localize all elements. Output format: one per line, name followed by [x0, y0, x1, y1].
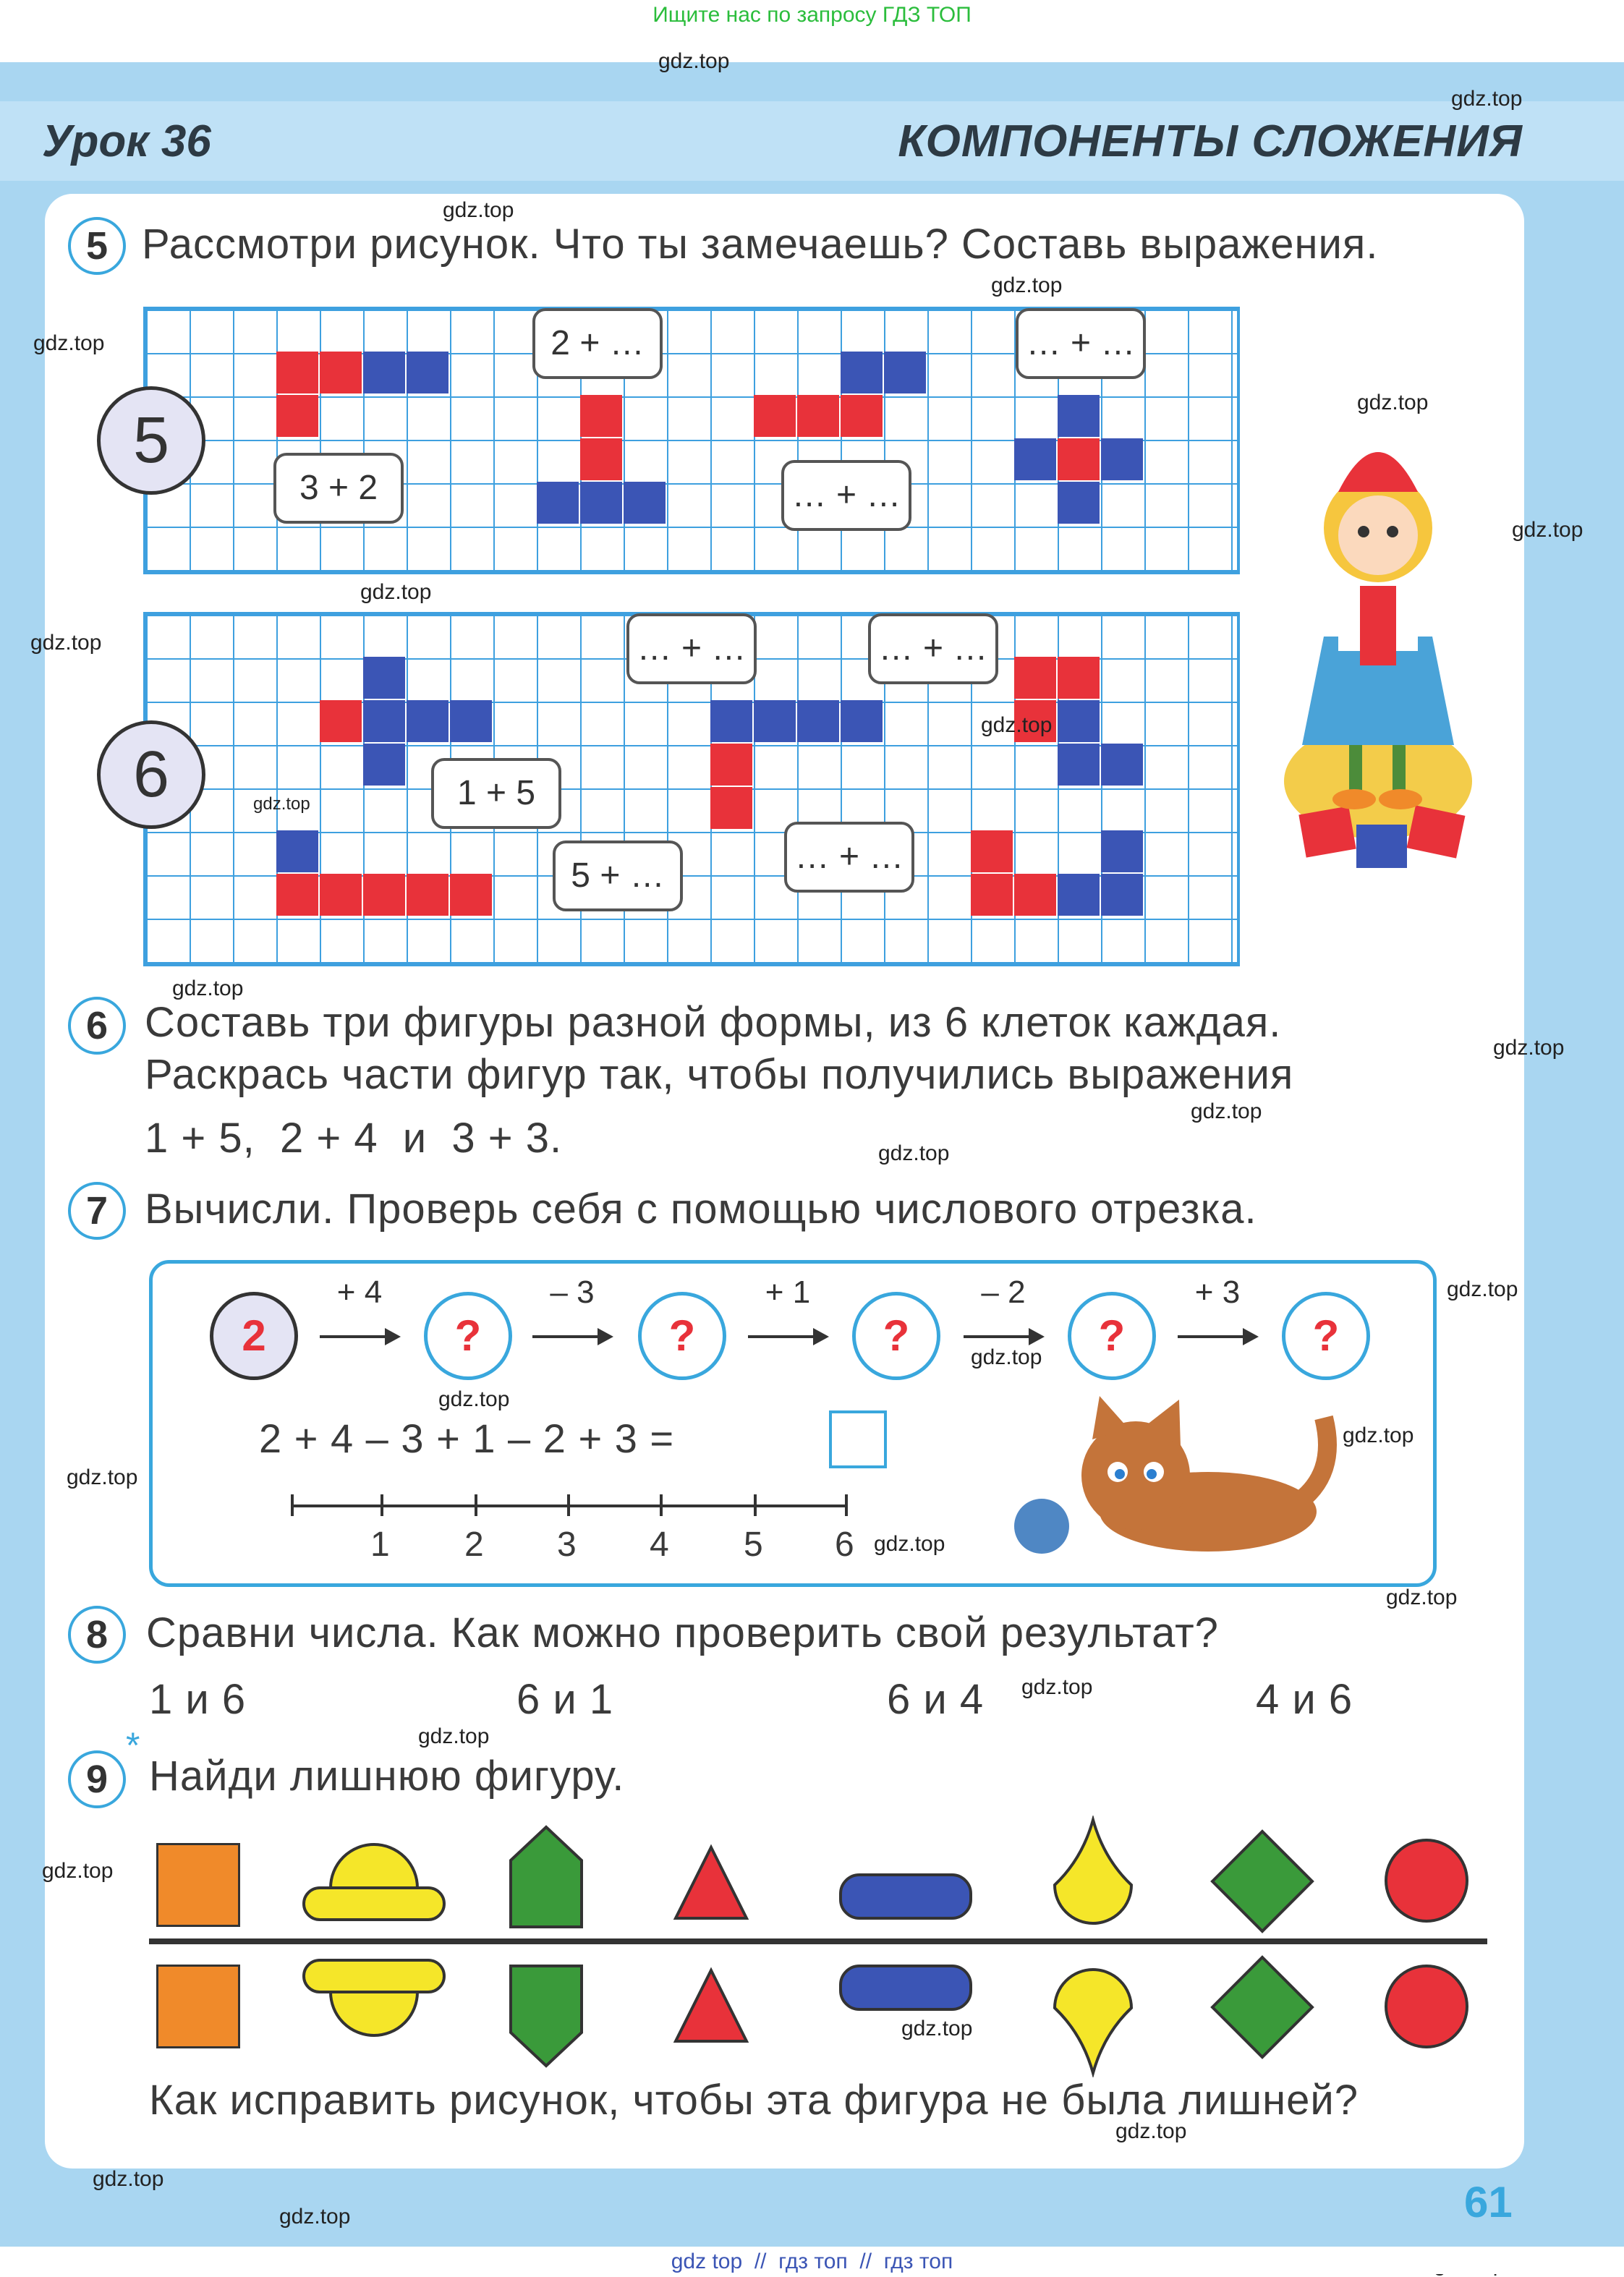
watermark: gdz.top: [33, 331, 105, 355]
red-triangle: [671, 1843, 751, 1923]
answer-circle[interactable]: ?: [424, 1292, 512, 1380]
compare-pair: 4 и 6: [1256, 1676, 1353, 1723]
start-number-circle: 2: [210, 1292, 298, 1380]
watermark: gdz.top: [901, 2017, 973, 2040]
watermark: gdz.top: [981, 713, 1053, 737]
red-cell: [320, 352, 362, 393]
girl-illustration: [1273, 420, 1483, 868]
answer-circle[interactable]: ?: [852, 1292, 940, 1380]
number-line-tick: [660, 1494, 663, 1516]
blue-cell: [1058, 482, 1100, 524]
step-label: – 3: [550, 1274, 595, 1310]
compare-pair: 6 и 1: [516, 1676, 614, 1723]
compare-pair: 6 и 4: [887, 1676, 985, 1723]
footer-links[interactable]: gdz top // гдз топ // гдз топ: [671, 2250, 953, 2273]
watermark: gdz.top: [172, 976, 244, 1000]
watermark: gdz.top: [438, 1387, 510, 1411]
task-6-line-3: 1 + 5, 2 + 4 и 3 + 3.: [145, 1115, 563, 1162]
blue-cell: [580, 482, 622, 524]
expression-bubble: 2 + …: [532, 308, 663, 379]
arrow-right-icon: [748, 1335, 826, 1338]
watermark: gdz.top: [1343, 1423, 1414, 1447]
red-triangle: [671, 1966, 751, 2046]
watermark: gdz.top: [67, 1465, 138, 1489]
blue-cell: [1101, 830, 1143, 872]
watermark: gdz.top: [1357, 391, 1429, 414]
star-marker: *: [126, 1725, 141, 1766]
task-6-number: 6: [68, 997, 126, 1055]
blue-cell: [1101, 874, 1143, 916]
number-line-tick: [475, 1494, 477, 1516]
task-9-question: Как исправить рисунок, чтобы эта фигура не была лишней?: [149, 2077, 1359, 2124]
number-line-label: 2: [464, 1525, 485, 1564]
red-cell: [276, 352, 318, 393]
red-cell: [407, 874, 448, 916]
watermark: gdz.top: [1386, 1586, 1458, 1609]
blue-capsule: [839, 1965, 972, 2011]
number-line-tick: [567, 1494, 570, 1516]
lesson-title: Урок 36: [42, 116, 211, 166]
arrow-right-icon: [964, 1335, 1042, 1338]
kitten-illustration: [991, 1389, 1353, 1562]
red-cell: [580, 438, 622, 480]
watermark: gdz.top: [93, 2167, 164, 2191]
step-label: + 3: [1194, 1274, 1241, 1310]
blue-cell: [537, 482, 579, 524]
blue-cell: [363, 352, 405, 393]
red-cell: [841, 395, 883, 437]
number-line-tick: [754, 1494, 757, 1516]
red-cell: [1058, 657, 1100, 699]
yellow-dome-shape: [298, 1830, 450, 1946]
number-line-label: 1: [370, 1525, 391, 1564]
red-cell: [971, 830, 1013, 872]
row-6-label: 6: [97, 720, 205, 829]
answer-circle[interactable]: ?: [638, 1292, 726, 1380]
expression-bubble: 3 + 2: [273, 453, 404, 524]
answer-circle[interactable]: ?: [1282, 1292, 1370, 1380]
row-5-label: 5: [97, 386, 205, 495]
step-label: + 4: [336, 1274, 383, 1310]
blue-cell: [884, 352, 926, 393]
step-label: + 1: [765, 1274, 811, 1310]
red-cell: [363, 874, 405, 916]
expression-bubble: … + …: [626, 613, 757, 684]
green-diamond: [1208, 1827, 1317, 1936]
watermark: gdz.top: [874, 1532, 945, 1556]
expression-bubble: … + …: [1016, 308, 1146, 379]
blue-cell: [624, 482, 666, 524]
task-5-number: 5: [68, 217, 126, 275]
blue-capsule: [839, 1873, 972, 1920]
task-9-number: 9: [68, 1750, 126, 1808]
watermark: gdz.top: [878, 1141, 950, 1165]
red-cell: [710, 744, 752, 786]
task-6-line-2: Раскрась части фигур так, чтобы получились выражения: [145, 1051, 1294, 1098]
task-8-number: 8: [68, 1606, 126, 1664]
divider-line: [149, 1938, 1487, 1944]
blue-cell: [754, 700, 796, 742]
blue-cell: [407, 352, 448, 393]
green-diamond: [1208, 1953, 1317, 2061]
watermark: gdz.top: [1021, 1675, 1093, 1699]
answer-circle[interactable]: ?: [1068, 1292, 1156, 1380]
yarn-ball-icon: [1014, 1499, 1069, 1554]
number-line-label: 5: [744, 1525, 764, 1564]
expression: 2 + 4 – 3 + 1 – 2 + 3 =: [259, 1416, 675, 1461]
arrow-right-icon: [1178, 1335, 1256, 1338]
blue-cell: [1058, 395, 1100, 437]
number-line-label: 6: [835, 1525, 855, 1564]
blue-cell: [710, 700, 752, 742]
yellow-drop-up: [1046, 1816, 1140, 1931]
watermark: gdz.top: [1447, 1277, 1518, 1301]
green-pentagon-down: [506, 1962, 586, 2070]
watermark: gdz.top: [1512, 518, 1583, 542]
expression-bubble: … + …: [781, 460, 911, 531]
blue-cell: [363, 700, 405, 742]
red-cell: [754, 395, 796, 437]
number-line-tick: [845, 1494, 848, 1516]
red-cell: [320, 700, 362, 742]
task-7-number: 7: [68, 1182, 126, 1240]
watermark: gdz.top: [1115, 2119, 1187, 2143]
red-cell: [710, 787, 752, 829]
number-line-label: 4: [650, 1525, 670, 1564]
arrow-right-icon: [532, 1335, 611, 1338]
red-cell: [1014, 657, 1056, 699]
blue-cell: [1058, 700, 1100, 742]
blue-cell: [363, 657, 405, 699]
red-cell: [580, 395, 622, 437]
expression-bubble: … + …: [868, 613, 998, 684]
page-number: 61: [1464, 2178, 1513, 2226]
blue-cell: [1014, 438, 1056, 480]
watermark: gdz.top: [30, 631, 102, 655]
arrow-right-icon: [320, 1335, 398, 1338]
site-banner[interactable]: Ищите нас по запросу ГДЗ ТОП: [652, 3, 972, 27]
watermark: gdz.top: [253, 794, 310, 814]
watermark: gdz.top: [418, 1724, 490, 1748]
number-line-tick: [291, 1494, 294, 1516]
watermark: gdz.top: [360, 580, 432, 604]
task-5-text: Рассмотри рисунок. Что ты замечаешь? Составь выражения.: [142, 221, 1379, 268]
watermark: gdz.top: [1191, 1099, 1262, 1123]
watermark: gdz.top: [42, 1859, 114, 1883]
expression-bubble: … + …: [784, 822, 914, 893]
green-pentagon-up: [506, 1823, 586, 1931]
blue-cell: [841, 352, 883, 393]
number-line-label: 3: [557, 1525, 577, 1564]
expression-bubble: 1 + 5: [431, 758, 561, 829]
blue-cell: [1058, 744, 1100, 786]
blue-cell: [1101, 438, 1143, 480]
blue-cell: [450, 700, 492, 742]
red-cell: [450, 874, 492, 916]
task-6-line-1: Составь три фигуры разной формы, из 6 клеток каждая.: [145, 999, 1282, 1046]
watermark: gdz.top: [279, 2205, 351, 2229]
blue-cell: [276, 830, 318, 872]
red-cell: [276, 395, 318, 437]
blue-cell: [797, 700, 839, 742]
yellow-drop-down: [1046, 1962, 1140, 2077]
red-cell: [276, 874, 318, 916]
watermark: gdz.top: [1451, 87, 1523, 111]
blue-cell: [841, 700, 883, 742]
task-9-text: Найди лишнюю фигуру.: [149, 1753, 625, 1800]
task-7-text: Вычисли. Проверь себя с помощью числового отрезка.: [145, 1186, 1257, 1233]
red-cell: [797, 395, 839, 437]
red-circle: [1382, 1962, 1471, 2051]
expression-bubble: 5 + …: [553, 840, 683, 911]
answer-box[interactable]: [829, 1410, 887, 1468]
blue-cell: [1058, 874, 1100, 916]
watermark: gdz.top: [1493, 1036, 1565, 1060]
compare-pair: 1 и 6: [149, 1676, 247, 1723]
red-circle: [1382, 1836, 1471, 1925]
topic-title: КОМПОНЕНТЫ СЛОЖЕНИЯ: [898, 116, 1523, 166]
blue-cell: [1101, 744, 1143, 786]
blue-cell: [363, 744, 405, 786]
red-cell: [971, 874, 1013, 916]
watermark: gdz.top: [991, 273, 1063, 297]
watermark: gdz.top: [443, 198, 514, 222]
blue-cell: [407, 700, 448, 742]
step-label: – 2: [981, 1274, 1026, 1310]
watermark: gdz.top: [658, 49, 730, 73]
task-8-text: Сравни числа. Как можно проверить свой результат?: [146, 1609, 1219, 1656]
yellow-dome-shape-down: [298, 1953, 450, 2069]
red-cell: [320, 874, 362, 916]
orange-square: [156, 1843, 240, 1927]
red-cell: [1058, 438, 1100, 480]
orange-square: [156, 1965, 240, 2048]
number-line-tick: [381, 1494, 383, 1516]
watermark: gdz.top: [971, 1345, 1042, 1369]
red-cell: [1014, 874, 1056, 916]
